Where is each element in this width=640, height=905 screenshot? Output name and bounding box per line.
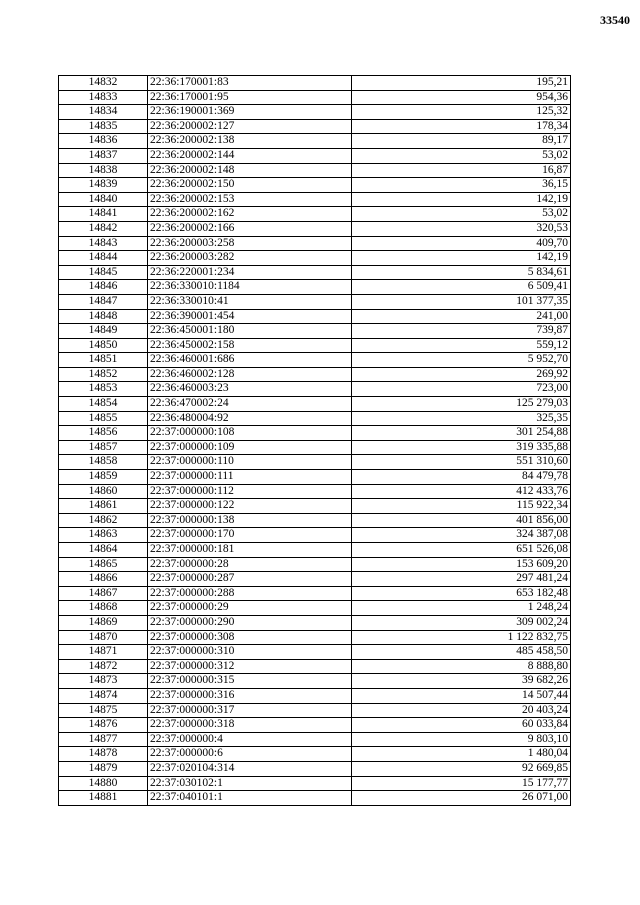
value-cell: 142,19 <box>352 192 571 207</box>
table-row <box>59 732 571 747</box>
row-number-cell: 14861 <box>59 499 148 514</box>
cadastral-number-cell: 22:37:000000:108 <box>148 426 352 441</box>
value-cell: 324 387,08 <box>352 528 571 543</box>
row-number-cell: 14834 <box>59 105 148 120</box>
value-cell: 15 177,77 <box>352 776 571 791</box>
row-number-cell: 14846 <box>59 280 148 295</box>
value-cell: 178,34 <box>352 119 571 134</box>
cadastral-number-cell: 22:37:000000:138 <box>148 513 352 528</box>
row-number-cell: 14855 <box>59 411 148 426</box>
table-row <box>59 572 571 587</box>
row-number-cell: 14843 <box>59 236 148 251</box>
value-cell: 739,87 <box>352 324 571 339</box>
value-cell: 195,21 <box>352 76 571 91</box>
value-cell: 20 403,24 <box>352 703 571 718</box>
row-number-cell: 14849 <box>59 324 148 339</box>
table-row <box>59 119 571 134</box>
table-row <box>59 703 571 718</box>
cadastral-number-cell: 22:36:460002:128 <box>148 367 352 382</box>
row-number-cell: 14862 <box>59 513 148 528</box>
row-number-cell: 14877 <box>59 732 148 747</box>
table-row <box>59 367 571 382</box>
table-row <box>59 499 571 514</box>
value-cell: 559,12 <box>352 338 571 353</box>
value-cell: 301 254,88 <box>352 426 571 441</box>
registry-table <box>58 75 571 806</box>
value-cell: 89,17 <box>352 134 571 149</box>
table-row <box>59 776 571 791</box>
cadastral-number-cell: 22:37:030102:1 <box>148 776 352 791</box>
row-number-cell: 14869 <box>59 615 148 630</box>
value-cell: 53,02 <box>352 207 571 222</box>
row-number-cell: 14872 <box>59 659 148 674</box>
cadastral-number-cell: 22:37:000000:112 <box>148 484 352 499</box>
value-cell: 60 033,84 <box>352 718 571 733</box>
row-number-cell: 14841 <box>59 207 148 222</box>
cadastral-number-cell: 22:36:480004:92 <box>148 411 352 426</box>
value-cell: 723,00 <box>352 382 571 397</box>
table-row <box>59 586 571 601</box>
value-cell: 36,15 <box>352 178 571 193</box>
value-cell: 16,87 <box>352 163 571 178</box>
cadastral-number-cell: 22:37:000000:308 <box>148 630 352 645</box>
value-cell: 115 922,34 <box>352 499 571 514</box>
table-row <box>59 105 571 120</box>
row-number-cell: 14863 <box>59 528 148 543</box>
row-number-cell: 14856 <box>59 426 148 441</box>
row-number-cell: 14853 <box>59 382 148 397</box>
cadastral-number-cell: 22:36:200002:138 <box>148 134 352 149</box>
row-number-cell: 14865 <box>59 557 148 572</box>
table-row <box>59 294 571 309</box>
cadastral-number-cell: 22:37:000000:29 <box>148 601 352 616</box>
row-number-cell: 14878 <box>59 747 148 762</box>
cadastral-number-cell: 22:37:000000:316 <box>148 688 352 703</box>
value-cell: 8 888,80 <box>352 659 571 674</box>
value-cell: 309 002,24 <box>352 615 571 630</box>
row-number-cell: 14866 <box>59 572 148 587</box>
cadastral-number-cell: 22:36:220001:234 <box>148 265 352 280</box>
row-number-cell: 14851 <box>59 353 148 368</box>
value-cell: 153 609,20 <box>352 557 571 572</box>
row-number-cell: 14857 <box>59 440 148 455</box>
row-number-cell: 14867 <box>59 586 148 601</box>
table-row <box>59 615 571 630</box>
cadastral-number-cell: 22:36:200002:153 <box>148 192 352 207</box>
cadastral-number-cell: 22:36:200003:282 <box>148 251 352 266</box>
value-cell: 6 509,41 <box>352 280 571 295</box>
cadastral-number-cell: 22:36:460001:686 <box>148 353 352 368</box>
table-row <box>59 528 571 543</box>
cadastral-number-cell: 22:37:000000:28 <box>148 557 352 572</box>
value-cell: 92 669,85 <box>352 761 571 776</box>
table-row <box>59 221 571 236</box>
value-cell: 125,32 <box>352 105 571 120</box>
cadastral-number-cell: 22:37:000000:310 <box>148 645 352 660</box>
table-row <box>59 192 571 207</box>
row-number-cell: 14874 <box>59 688 148 703</box>
row-number-cell: 14850 <box>59 338 148 353</box>
value-cell: 84 479,78 <box>352 470 571 485</box>
cadastral-number-cell: 22:36:200002:144 <box>148 148 352 163</box>
table-row <box>59 659 571 674</box>
table-row <box>59 148 571 163</box>
cadastral-number-cell: 22:37:000000:110 <box>148 455 352 470</box>
table-row <box>59 178 571 193</box>
table-row <box>59 411 571 426</box>
cadastral-number-cell: 22:37:000000:181 <box>148 543 352 558</box>
value-cell: 142,19 <box>352 251 571 266</box>
value-cell: 26 071,00 <box>352 791 571 806</box>
table-row <box>59 397 571 412</box>
value-cell: 297 481,24 <box>352 572 571 587</box>
table-row <box>59 601 571 616</box>
row-number-cell: 14879 <box>59 761 148 776</box>
cadastral-number-cell: 22:36:330010:41 <box>148 294 352 309</box>
value-cell: 14 507,44 <box>352 688 571 703</box>
row-number-cell: 14873 <box>59 674 148 689</box>
row-number-cell: 14858 <box>59 455 148 470</box>
table-row <box>59 543 571 558</box>
table-row <box>59 791 571 806</box>
value-cell: 401 856,00 <box>352 513 571 528</box>
value-cell: 5 952,70 <box>352 353 571 368</box>
row-number-cell: 14840 <box>59 192 148 207</box>
value-cell: 319 335,88 <box>352 440 571 455</box>
value-cell: 241,00 <box>352 309 571 324</box>
table-row <box>59 76 571 91</box>
row-number-cell: 14845 <box>59 265 148 280</box>
cadastral-number-cell: 22:37:000000:4 <box>148 732 352 747</box>
value-cell: 485 458,50 <box>352 645 571 660</box>
cadastral-number-cell: 22:37:000000:312 <box>148 659 352 674</box>
table-row <box>59 236 571 251</box>
cadastral-number-cell: 22:36:200002:166 <box>148 221 352 236</box>
table-row <box>59 557 571 572</box>
value-cell: 269,92 <box>352 367 571 382</box>
cadastral-number-cell: 22:37:020104:314 <box>148 761 352 776</box>
registry-table-body <box>59 76 571 806</box>
row-number-cell: 14833 <box>59 90 148 105</box>
cadastral-number-cell: 22:37:000000:290 <box>148 615 352 630</box>
cadastral-number-cell: 22:37:000000:287 <box>148 572 352 587</box>
value-cell: 551 310,60 <box>352 455 571 470</box>
table-row <box>59 470 571 485</box>
value-cell: 1 248,24 <box>352 601 571 616</box>
row-number-cell: 14835 <box>59 119 148 134</box>
table-row <box>59 484 571 499</box>
value-cell: 653 182,48 <box>352 586 571 601</box>
table-row <box>59 251 571 266</box>
cadastral-number-cell: 22:36:190001:369 <box>148 105 352 120</box>
cadastral-number-cell: 22:37:000000:170 <box>148 528 352 543</box>
table-row <box>59 163 571 178</box>
table-row <box>59 280 571 295</box>
cadastral-number-cell: 22:36:450001:180 <box>148 324 352 339</box>
cadastral-number-cell: 22:36:200002:127 <box>148 119 352 134</box>
cadastral-number-cell: 22:37:000000:318 <box>148 718 352 733</box>
row-number-cell: 14881 <box>59 791 148 806</box>
value-cell: 412 433,76 <box>352 484 571 499</box>
cadastral-number-cell: 22:37:000000:109 <box>148 440 352 455</box>
cadastral-number-cell: 22:36:170001:95 <box>148 90 352 105</box>
row-number-cell: 14844 <box>59 251 148 266</box>
table-row <box>59 426 571 441</box>
table-row <box>59 761 571 776</box>
cadastral-number-cell: 22:37:000000:315 <box>148 674 352 689</box>
cadastral-number-cell: 22:36:390001:454 <box>148 309 352 324</box>
cadastral-number-cell: 22:36:200002:162 <box>148 207 352 222</box>
row-number-cell: 14875 <box>59 703 148 718</box>
row-number-cell: 14870 <box>59 630 148 645</box>
row-number-cell: 14836 <box>59 134 148 149</box>
row-number-cell: 14871 <box>59 645 148 660</box>
cadastral-number-cell: 22:36:200002:150 <box>148 178 352 193</box>
value-cell: 53,02 <box>352 148 571 163</box>
row-number-cell: 14847 <box>59 294 148 309</box>
row-number-cell: 14868 <box>59 601 148 616</box>
table-row <box>59 309 571 324</box>
table-row <box>59 90 571 105</box>
row-number-cell: 14832 <box>59 76 148 91</box>
cadastral-number-cell: 22:37:000000:288 <box>148 586 352 601</box>
table-row <box>59 382 571 397</box>
table-row <box>59 718 571 733</box>
value-cell: 101 377,35 <box>352 294 571 309</box>
value-cell: 39 682,26 <box>352 674 571 689</box>
cadastral-number-cell: 22:36:200002:148 <box>148 163 352 178</box>
value-cell: 320,53 <box>352 221 571 236</box>
cadastral-number-cell: 22:37:000000:122 <box>148 499 352 514</box>
row-number-cell: 14842 <box>59 221 148 236</box>
value-cell: 1 122 832,75 <box>352 630 571 645</box>
table-row <box>59 353 571 368</box>
row-number-cell: 14864 <box>59 543 148 558</box>
table-row <box>59 630 571 645</box>
cadastral-number-cell: 22:37:040101:1 <box>148 791 352 806</box>
row-number-cell: 14839 <box>59 178 148 193</box>
cadastral-number-cell: 22:37:000000:317 <box>148 703 352 718</box>
row-number-cell: 14838 <box>59 163 148 178</box>
value-cell: 409,70 <box>352 236 571 251</box>
table-row <box>59 674 571 689</box>
table-row <box>59 455 571 470</box>
page-number: 33540 <box>600 13 630 27</box>
value-cell: 125 279,03 <box>352 397 571 412</box>
row-number-cell: 14859 <box>59 470 148 485</box>
table-row <box>59 688 571 703</box>
row-number-cell: 14860 <box>59 484 148 499</box>
table-row <box>59 440 571 455</box>
table-row <box>59 338 571 353</box>
row-number-cell: 14848 <box>59 309 148 324</box>
value-cell: 5 834,61 <box>352 265 571 280</box>
value-cell: 651 526,08 <box>352 543 571 558</box>
cadastral-number-cell: 22:36:450002:158 <box>148 338 352 353</box>
table-row <box>59 265 571 280</box>
value-cell: 954,36 <box>352 90 571 105</box>
table-row <box>59 207 571 222</box>
row-number-cell: 14876 <box>59 718 148 733</box>
cadastral-number-cell: 22:36:460003:23 <box>148 382 352 397</box>
table-row <box>59 324 571 339</box>
row-number-cell: 14880 <box>59 776 148 791</box>
row-number-cell: 14837 <box>59 148 148 163</box>
value-cell: 1 480,04 <box>352 747 571 762</box>
cadastral-number-cell: 22:36:170001:83 <box>148 76 352 91</box>
table-row <box>59 134 571 149</box>
value-cell: 9 803,10 <box>352 732 571 747</box>
table-row <box>59 645 571 660</box>
row-number-cell: 14852 <box>59 367 148 382</box>
cadastral-number-cell: 22:37:000000:111 <box>148 470 352 485</box>
cadastral-number-cell: 22:36:470002:24 <box>148 397 352 412</box>
cadastral-number-cell: 22:36:200003:258 <box>148 236 352 251</box>
table-row <box>59 747 571 762</box>
row-number-cell: 14854 <box>59 397 148 412</box>
cadastral-number-cell: 22:37:000000:6 <box>148 747 352 762</box>
table-row <box>59 513 571 528</box>
cadastral-number-cell: 22:36:330010:1184 <box>148 280 352 295</box>
value-cell: 325,35 <box>352 411 571 426</box>
